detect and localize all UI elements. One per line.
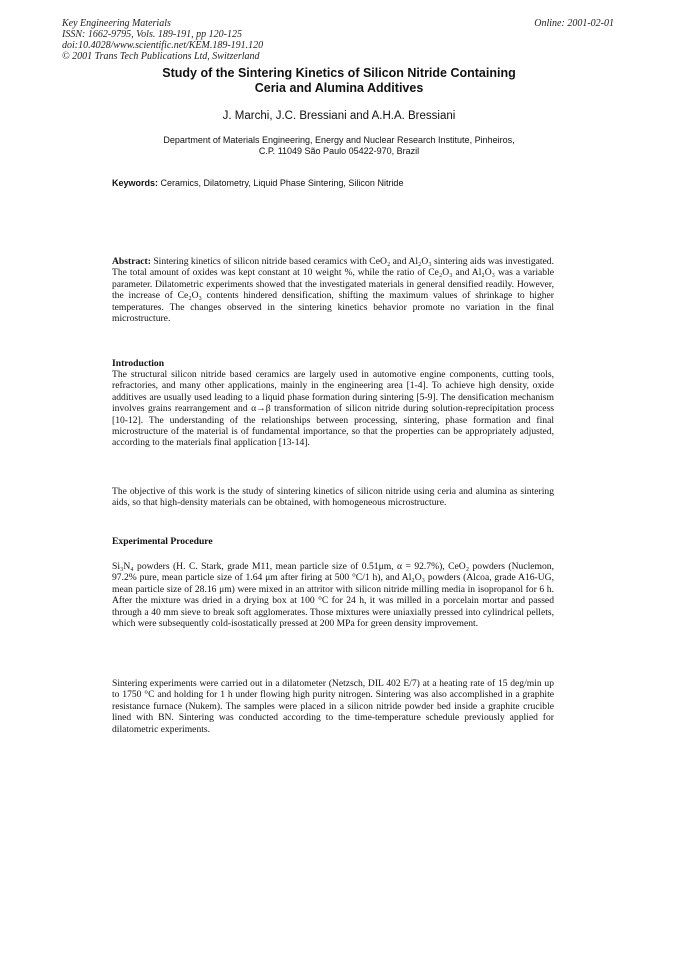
introduction-paragraph-1: The structural silicon nitride based ceramics are largely used in automotive engine components, cutting tools, refractories, and many other applications, mainly in the engineering area [1-4]. To achieve high density, oxide additives are usually used leading to a liquid phase formation during sintering [5-9]. The densification mechanism involves grains rearrangement and α→β transformation of silicon nitride during solution-reprecipitation process [10-12]. The understanding of the relationships between processing, sintering, phase formation and final microstructure of the material is of fundamental importance, so that the properties can be appropriately adjusted, according to the materials final application [13-14]. [112,369,554,449]
keywords-label: Keywords: [112,178,159,188]
abstract [112,256,554,324]
paper-title [60,66,618,96]
introduction-paragraph-2: The objective of this work is the study of sintering kinetics of silicon nitride using ceria and alumina as sintering aids, so that high-density materials can be obtained, with homogeneous microstructure. [112,486,554,509]
affiliation-line-1: Department of Materials Engineering, Energy and Nuclear Research Institute, Pinheiros, [163,135,515,145]
experimental-paragraph-1: Si₃N₄ powders (H. C. Stark, grade M11, mean particle size of 0.51μm, α = 92.7%), CeO₂ powders (Nuclemon, 97.2% pure, mean particle size of 1.64 μm after firing at 500 °C/1 h), and Al₂O₃ powders (Alcoa, grade A16-UG, mean particle size of 28.16 μm) were mixed in an attritor with silicon nitride milling media in isopropanol for 6 h. After the mixture was dried in a drying box at 100 °C for 24 h, it was milled in a porcelain mortar and passed through a 40 mm sieve to break soft agglomerates. Those mixtures were uniaxially pressed into cylindrical pellets, which were subsequently cold-isostatically pressed at 200 MPa for green density improvement. [112,561,554,630]
abstract-label: Abstract: [112,256,151,267]
online-date: Online: 2001-02-01 [534,18,614,29]
abstract-text: Sintering kinetics of silicon nitride based ceramics with CeO₂ and Al₂O₃ sintering aids was investigated. The total amount of oxides was kept constant at 10 weight %, while the ratio of Ce₂O₃ and Al₂O₃ was a variable parameter. Dilatometric experiments showed that the investigated materials in general densified readily. However, the increase of Ce₂O₃ contents hindered densification, shifting the maximum values of shrinkage to higher temperatures. The changes observed in the sintering kinetics behavior promote no variation in the final microstructure. [112,256,554,325]
issn-line: ISSN: 1662-9795, Vols. 189-191, pp 120-125 [62,29,242,40]
authors: J. Marchi, J.C. Bressiani and A.H.A. Bressiani [222,110,456,122]
keywords [112,178,552,188]
affiliation [80,135,598,157]
journal-name: Key Engineering Materials [62,18,171,29]
keywords-text: Ceramics, Dilatometry, Liquid Phase Sintering, Silicon Nitride [158,178,404,188]
experimental-heading: Experimental Procedure [112,536,213,547]
experimental-paragraph-2: Sintering experiments were carried out in a dilatometer (Netzsch, DIL 402 E/7) at a heating rate of 15 deg/min up to 1750 °C and holding for 1 h under flowing high purity nitrogen. Sintering was also accomplished in a graphite resistance furnace (Nukem). The samples were placed in a silicon nitride powder bed inside a graphite crucible lined with BN. Sintering was conducted according to the time-temperature schedule previously applied for dilatometric experiments. [112,678,554,735]
title-line-2: Ceria and Alumina Additives [254,81,424,95]
doi-line: doi:10.4028/www.scientific.net/KEM.189-191.120 [62,40,264,51]
introduction-heading: Introduction [112,358,165,369]
copyright-line: © 2001 Trans Tech Publications Ltd, Switzerland [62,51,260,62]
journal-header [62,18,263,62]
affiliation-line-2: C.P. 11049 São Paulo 05422-970, Brazil [258,146,420,156]
title-line-1: Study of the Sintering Kinetics of Silicon Nitride Containing [162,66,516,80]
